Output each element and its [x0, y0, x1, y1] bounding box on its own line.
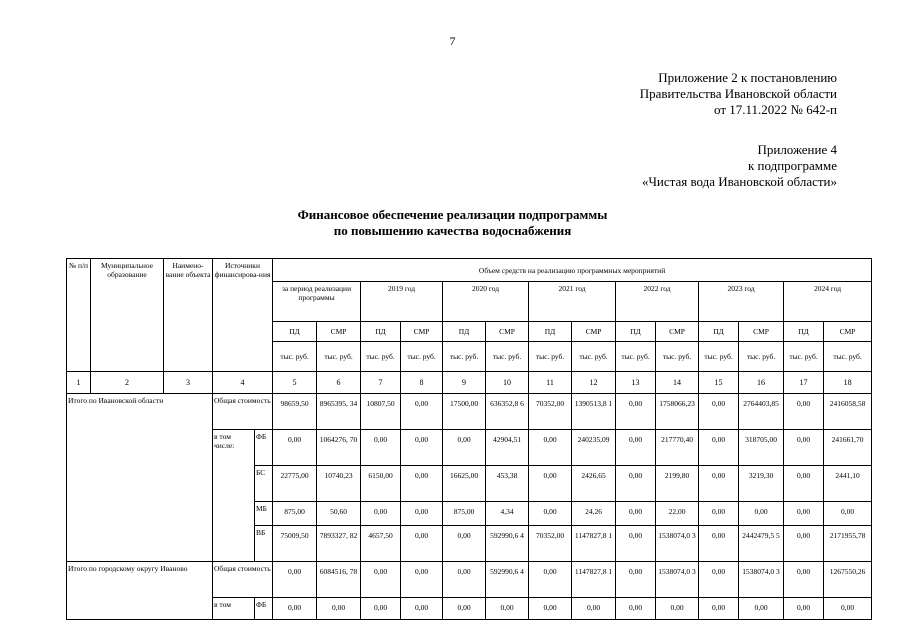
value-cell: 1538074,0 3	[739, 562, 784, 598]
value-cell: 592990,6 4	[486, 562, 529, 598]
source-fb: ФБ	[255, 598, 273, 620]
appendix-2-block	[640, 70, 837, 118]
value-cell: 2171955,78	[824, 526, 872, 562]
value-cell: 0,00	[529, 562, 572, 598]
value-cell: 1758066,23	[656, 394, 699, 430]
value-cell: 0,00	[273, 430, 317, 466]
header-year-2022: 2022 год	[616, 282, 699, 322]
value-cell: 0,00	[443, 562, 486, 598]
value-cell: 2416058,58	[824, 394, 872, 430]
header-unit: тыс. руб.	[443, 342, 486, 372]
value-cell: 0,00	[317, 598, 361, 620]
value-cell: 1147827,8 1	[572, 562, 616, 598]
value-cell: 0,00	[784, 430, 824, 466]
value-cell: 4657,50	[361, 526, 401, 562]
col-number: 18	[824, 372, 872, 394]
value-cell: 0,00	[824, 502, 872, 526]
source-total: Общая стоимость	[213, 562, 273, 598]
title-line-1: Финансовое обеспечение реализации подпрограммы	[297, 207, 608, 222]
header-pd: ПД	[273, 322, 317, 342]
document-title	[0, 207, 905, 239]
value-cell: 1538074,0 3	[656, 526, 699, 562]
value-cell: 0,00	[616, 430, 656, 466]
value-cell: 24,26	[572, 502, 616, 526]
column-number-row	[67, 372, 872, 394]
value-cell: 0,00	[784, 502, 824, 526]
header-smr: СМР	[486, 322, 529, 342]
header-pd: ПД	[784, 322, 824, 342]
header-year-2024: 2024 год	[784, 282, 872, 322]
value-cell: 7893327, 82	[317, 526, 361, 562]
header-num: № п/п	[67, 259, 91, 372]
header-unit: тыс. руб.	[317, 342, 361, 372]
value-cell: 0,00	[273, 598, 317, 620]
header-unit: тыс. руб.	[529, 342, 572, 372]
value-cell: 17500,00	[443, 394, 486, 430]
value-cell: 0,00	[616, 466, 656, 502]
value-cell: 0,00	[401, 466, 443, 502]
value-cell: 0,00	[784, 466, 824, 502]
source-total: Общая стоимость	[213, 394, 273, 430]
header-smr: СМР	[739, 322, 784, 342]
value-cell: 2441,10	[824, 466, 872, 502]
value-cell: 4,34	[486, 502, 529, 526]
value-cell: 75009,50	[273, 526, 317, 562]
value-cell: 42904,51	[486, 430, 529, 466]
value-cell: 217770,40	[656, 430, 699, 466]
source-mb: МБ	[255, 502, 273, 526]
col-number: 4	[213, 372, 273, 394]
header-year-2023: 2023 год	[699, 282, 784, 322]
value-cell: 8965395, 34	[317, 394, 361, 430]
value-cell: 240235,09	[572, 430, 616, 466]
value-cell: 0,00	[361, 598, 401, 620]
col-number: 6	[317, 372, 361, 394]
row-label-region-total: Итого по Ивановской области	[67, 394, 213, 562]
value-cell: 10807,50	[361, 394, 401, 430]
col-number: 8	[401, 372, 443, 394]
financing-table	[66, 258, 872, 620]
value-cell: 453,38	[486, 466, 529, 502]
header-year-2020: 2020 год	[443, 282, 529, 322]
header-volume: Объем средств на реализацию программных мероприятий	[273, 259, 872, 282]
value-cell: 0,00	[401, 526, 443, 562]
header-unit: тыс. руб.	[572, 342, 616, 372]
value-cell: 0,00	[443, 526, 486, 562]
including-label: в том числе:	[213, 430, 255, 562]
header-smr: СМР	[656, 322, 699, 342]
value-cell: 3219,30	[739, 466, 784, 502]
value-cell: 1390513,8 1	[572, 394, 616, 430]
value-cell: 98659,50	[273, 394, 317, 430]
table-row	[67, 394, 872, 430]
value-cell: 0,00	[273, 562, 317, 598]
value-cell: 0,00	[529, 466, 572, 502]
header-smr: СМР	[317, 322, 361, 342]
col-number: 15	[699, 372, 739, 394]
value-cell: 0,00	[616, 394, 656, 430]
value-cell: 0,00	[401, 502, 443, 526]
value-cell: 70352,00	[529, 394, 572, 430]
value-cell: 2764403,85	[739, 394, 784, 430]
header-unit: тыс. руб.	[616, 342, 656, 372]
col-number: 5	[273, 372, 317, 394]
appendix-4-line-2: к подпрограмме	[747, 158, 837, 173]
col-number: 2	[91, 372, 164, 394]
value-cell: 70352,00	[529, 526, 572, 562]
value-cell: 0,00	[739, 502, 784, 526]
col-number: 1	[67, 372, 91, 394]
col-number: 11	[529, 372, 572, 394]
value-cell: 1538074,0 3	[656, 562, 699, 598]
source-vb: ВБ	[255, 526, 273, 562]
value-cell: 241661,70	[824, 430, 872, 466]
header-source: Источники финансирова-ния	[213, 259, 273, 372]
value-cell: 6084516, 78	[317, 562, 361, 598]
value-cell: 0,00	[616, 502, 656, 526]
value-cell: 0,00	[361, 502, 401, 526]
including-label: в том	[213, 598, 255, 620]
value-cell: 318705,00	[739, 430, 784, 466]
value-cell: 0,00	[401, 394, 443, 430]
value-cell: 0,00	[699, 562, 739, 598]
source-bs: БС	[255, 466, 273, 502]
col-number: 12	[572, 372, 616, 394]
value-cell: 0,00	[616, 562, 656, 598]
value-cell: 0,00	[699, 526, 739, 562]
header-unit: тыс. руб.	[401, 342, 443, 372]
table-row	[67, 562, 872, 598]
appendix-4-block	[642, 142, 837, 190]
value-cell: 0,00	[401, 598, 443, 620]
value-cell: 2199,80	[656, 466, 699, 502]
value-cell: 0,00	[361, 430, 401, 466]
header-pd: ПД	[699, 322, 739, 342]
col-number: 9	[443, 372, 486, 394]
header-year-2021: 2021 год	[529, 282, 616, 322]
header-unit: тыс. руб.	[361, 342, 401, 372]
header-unit: тыс. руб.	[486, 342, 529, 372]
col-number: 16	[739, 372, 784, 394]
header-object-name: Наимено-вание объекта	[164, 259, 213, 372]
header-year-2019: 2019 год	[361, 282, 443, 322]
value-cell: 0,00	[699, 430, 739, 466]
header-pd: ПД	[361, 322, 401, 342]
header-unit: тыс. руб.	[699, 342, 739, 372]
header-smr: СМР	[824, 322, 872, 342]
page-number: 7	[449, 34, 456, 48]
header-unit: тыс. руб.	[739, 342, 784, 372]
col-number: 3	[164, 372, 213, 394]
value-cell: 0,00	[824, 598, 872, 620]
value-cell: 0,00	[529, 598, 572, 620]
header-municipality: Муниципальное образование	[91, 259, 164, 372]
value-cell: 6150,00	[361, 466, 401, 502]
value-cell: 0,00	[529, 430, 572, 466]
col-number: 17	[784, 372, 824, 394]
header-pd: ПД	[529, 322, 572, 342]
value-cell: 592990,6 4	[486, 526, 529, 562]
value-cell: 0,00	[784, 598, 824, 620]
header-period-total: за период реализации программы	[273, 282, 361, 322]
value-cell: 22775,00	[273, 466, 317, 502]
value-cell: 1147827,8 1	[572, 526, 616, 562]
header-smr: СМР	[572, 322, 616, 342]
value-cell: 0,00	[401, 430, 443, 466]
value-cell: 0,00	[656, 598, 699, 620]
value-cell: 0,00	[699, 502, 739, 526]
appendix-4-line-3: «Чистая вода Ивановской области»	[641, 174, 837, 189]
header-pd: ПД	[443, 322, 486, 342]
value-cell: 875,00	[443, 502, 486, 526]
title-line-2: по повышению качества водоснабжения	[333, 223, 572, 238]
source-fb: ФБ	[255, 430, 273, 466]
col-number: 13	[616, 372, 656, 394]
value-cell: 0,00	[361, 562, 401, 598]
row-label-ivanovo-total: Итого по городскому округу Иваново	[67, 562, 213, 620]
value-cell: 0,00	[699, 466, 739, 502]
value-cell: 0,00	[401, 562, 443, 598]
value-cell: 0,00	[784, 562, 824, 598]
appendix-2-line-2: Правительства Ивановской области	[639, 86, 837, 101]
value-cell: 0,00	[699, 394, 739, 430]
value-cell: 2426,65	[572, 466, 616, 502]
value-cell: 0,00	[486, 598, 529, 620]
value-cell: 1267550,26	[824, 562, 872, 598]
value-cell: 1064276, 70	[317, 430, 361, 466]
value-cell: 0,00	[699, 598, 739, 620]
header-unit: тыс. руб.	[273, 342, 317, 372]
header-unit: тыс. руб.	[824, 342, 872, 372]
header-smr: СМР	[401, 322, 443, 342]
col-number: 14	[656, 372, 699, 394]
col-number: 10	[486, 372, 529, 394]
value-cell: 636352,8 6	[486, 394, 529, 430]
header-pd: ПД	[616, 322, 656, 342]
value-cell: 0,00	[616, 598, 656, 620]
col-number: 7	[361, 372, 401, 394]
value-cell: 0,00	[443, 430, 486, 466]
value-cell: 0,00	[616, 526, 656, 562]
appendix-2-line-3: от 17.11.2022 № 642-п	[714, 102, 837, 117]
value-cell: 22,00	[656, 502, 699, 526]
value-cell: 0,00	[529, 502, 572, 526]
value-cell: 0,00	[784, 526, 824, 562]
value-cell: 2442479,5 5	[739, 526, 784, 562]
header-unit: тыс. руб.	[656, 342, 699, 372]
value-cell: 0,00	[739, 598, 784, 620]
value-cell: 875,00	[273, 502, 317, 526]
value-cell: 10740,23	[317, 466, 361, 502]
appendix-4-line-1: Приложение 4	[757, 142, 837, 157]
value-cell: 50,60	[317, 502, 361, 526]
value-cell: 0,00	[784, 394, 824, 430]
value-cell: 0,00	[572, 598, 616, 620]
value-cell: 16625,00	[443, 466, 486, 502]
header-unit: тыс. руб.	[784, 342, 824, 372]
appendix-2-line-1: Приложение 2 к постановлению	[658, 70, 837, 85]
value-cell: 0,00	[443, 598, 486, 620]
